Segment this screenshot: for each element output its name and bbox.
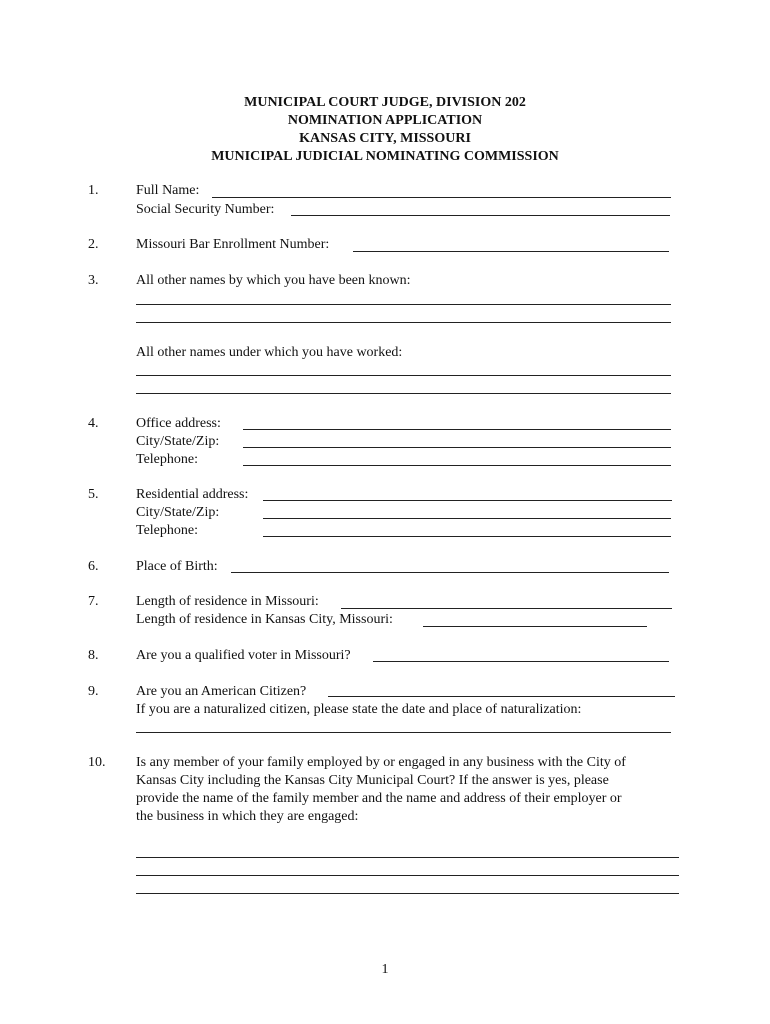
family-employment-line-3: provide the name of the family member and the name and address of their employer or <box>136 791 622 806</box>
full-name-label: Full Name: <box>136 183 200 198</box>
residence-kansas-city-field[interactable] <box>423 626 647 627</box>
other-names-known-field-2[interactable] <box>136 322 671 323</box>
item-number-1: 1. <box>88 183 99 198</box>
item-number-6: 6. <box>88 559 99 574</box>
residential-city-field[interactable] <box>263 518 671 519</box>
family-employment-field-2[interactable] <box>136 875 679 876</box>
page-number: 1 <box>381 962 389 977</box>
family-employment-line-1: Is any member of your family employed by or engaged in any business with the City of <box>136 755 626 770</box>
residential-address-field[interactable] <box>263 500 672 501</box>
office-city-label: City/State/Zip: <box>136 434 220 449</box>
item-number-8: 8. <box>88 648 99 663</box>
residential-telephone-label: Telephone: <box>136 523 198 538</box>
american-citizen-field[interactable] <box>328 696 675 697</box>
title-line-3: KANSAS CITY, MISSOURI <box>299 131 471 146</box>
residence-missouri-label: Length of residence in Missouri: <box>136 594 319 609</box>
other-names-worked-field-1[interactable] <box>136 375 671 376</box>
american-citizen-label: Are you an American Citizen? <box>136 684 307 699</box>
item-number-7: 7. <box>88 594 99 609</box>
bar-number-label: Missouri Bar Enrollment Number: <box>136 237 330 252</box>
item-number-4: 4. <box>88 416 99 431</box>
item-number-3: 3. <box>88 273 99 288</box>
residential-telephone-field[interactable] <box>263 536 671 537</box>
title-line-1: MUNICIPAL COURT JUDGE, DIVISION 202 <box>244 95 526 110</box>
office-city-field[interactable] <box>243 447 671 448</box>
naturalization-field[interactable] <box>136 732 671 733</box>
item-number-5: 5. <box>88 487 99 502</box>
place-of-birth-label: Place of Birth: <box>136 559 218 574</box>
residential-city-label: City/State/Zip: <box>136 505 220 520</box>
residential-address-label: Residential address: <box>136 487 249 502</box>
ssn-field[interactable] <box>291 215 670 216</box>
bar-number-field[interactable] <box>353 251 669 252</box>
office-address-field[interactable] <box>243 429 671 430</box>
item-number-10: 10. <box>88 755 106 770</box>
other-names-known-label: All other names by which you have been known: <box>136 273 411 288</box>
office-telephone-label: Telephone: <box>136 452 198 467</box>
qualified-voter-label: Are you a qualified voter in Missouri? <box>136 648 351 663</box>
residence-missouri-field[interactable] <box>341 608 672 609</box>
family-employment-line-4: the business in which they are engaged: <box>136 809 359 824</box>
full-name-field[interactable] <box>212 197 671 198</box>
other-names-worked-field-2[interactable] <box>136 393 671 394</box>
family-employment-field-1[interactable] <box>136 857 679 858</box>
ssn-label: Social Security Number: <box>136 202 275 217</box>
naturalization-label: If you are a naturalized citizen, please state the date and place of naturalization: <box>136 702 582 717</box>
title-line-4: MUNICIPAL JUDICIAL NOMINATING COMMISSION <box>211 149 559 164</box>
item-number-9: 9. <box>88 684 99 699</box>
residence-kansas-city-label: Length of residence in Kansas City, Missouri: <box>136 612 393 627</box>
office-telephone-field[interactable] <box>243 465 671 466</box>
other-names-worked-label: All other names under which you have worked: <box>136 345 403 360</box>
place-of-birth-field[interactable] <box>231 572 669 573</box>
family-employment-line-2: Kansas City including the Kansas City Municipal Court? If the answer is yes, please <box>136 773 609 788</box>
family-employment-field-3[interactable] <box>136 893 679 894</box>
office-address-label: Office address: <box>136 416 221 431</box>
other-names-known-field-1[interactable] <box>136 304 671 305</box>
qualified-voter-field[interactable] <box>373 661 669 662</box>
title-line-2: NOMINATION APPLICATION <box>287 113 483 128</box>
item-number-2: 2. <box>88 237 99 252</box>
